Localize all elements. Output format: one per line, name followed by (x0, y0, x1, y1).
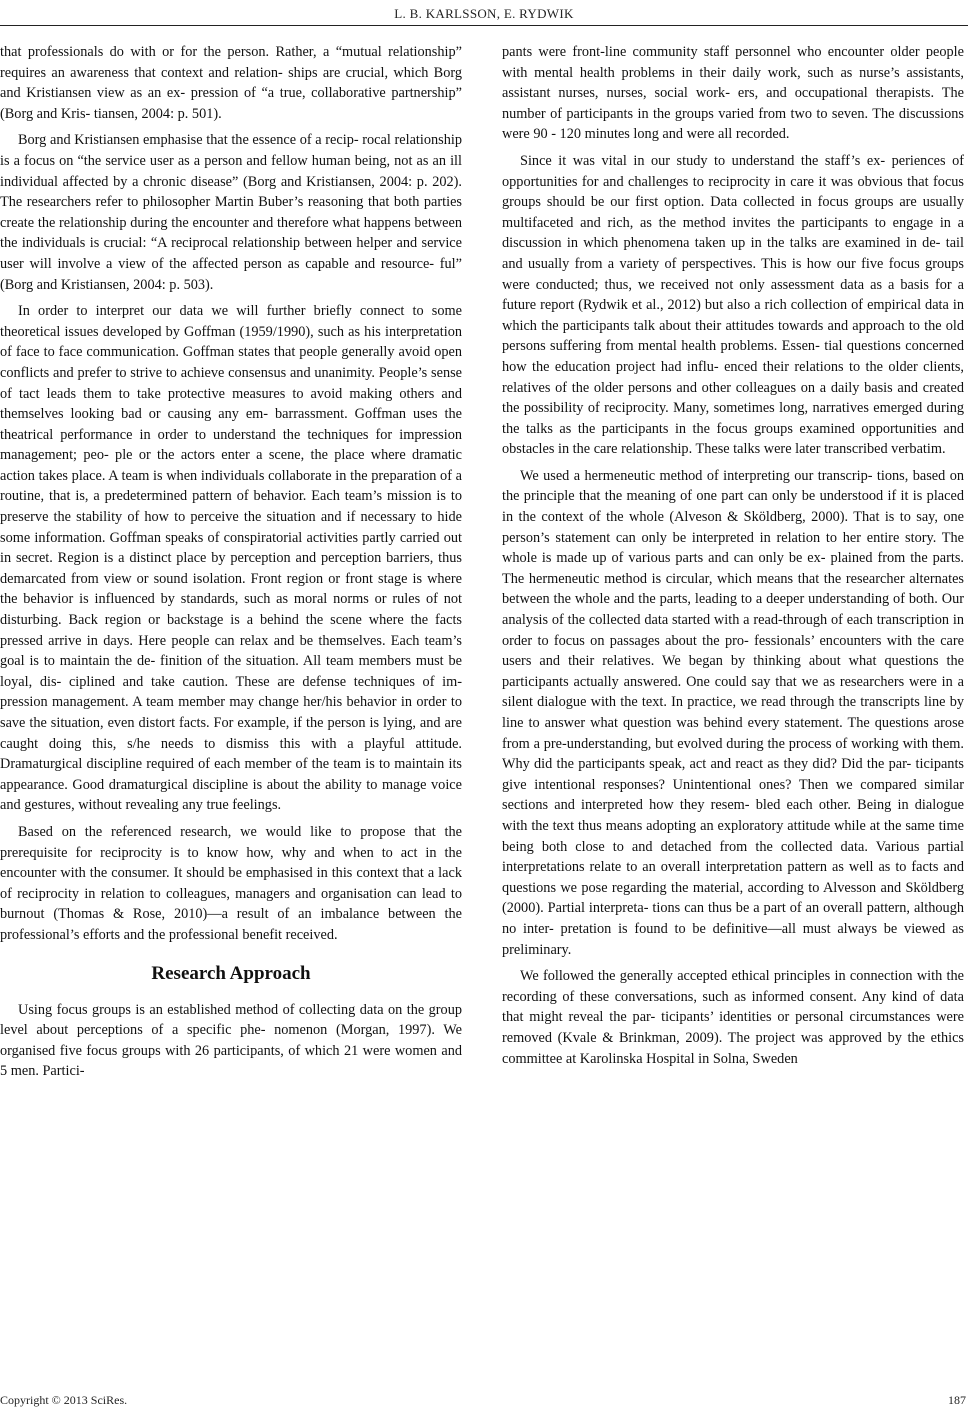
paragraph: pants were front-line community staff personnel who encounter older people with mental health problems in their daily work, such as nurse’s assistants, assistant nurses, nurses, social work- ers, and occupational therapists. The number of participants in the groups varied from two to seven. The discussions were 90 - 120 minutes long and were all recorded. (502, 44, 964, 143)
paragraph: Using focus groups is an established method of collecting data on the group level about perceptions of a specific phe- nomenon (Morgan, 1997). We organised five focus groups with 26 participants, of which 21 were women and 5 men. Partici- (0, 1001, 462, 1080)
paragraph: Since it was vital in our study to understand the staff’s ex- periences of opportunities for and challenges to reciprocity in care it was obvious that focus groups should be our first option. Data collected in focus groups are usually multifaceted and rich, as the method invites the participants to engage in a discussion in which phenomena taken up in the talks are examined in de- tail and usually from a variety of perspectives. This is how our five focus groups were conducted; thus, we received not only assessment data as a basis for a future report (Rydwik et al., 2012) but also a rich collection of empirical data in which the participants talk about their attitudes towards and approach to the old persons suffering from mental health problems. Essen- tial questions concerned how the education project had influ- enced their relations to the older clients, relatives of the older persons and other colleagues on a daily basis and created the possibility of reciprocity. Many, sometimes long, narratives emerged during the talks as the participants in the focus groups examined opportunities and obstacles in the care relationship. These talks were later transcribed verbatim. (502, 152, 964, 458)
running-head: L. B. KARLSSON, E. RYDWIK (394, 6, 574, 21)
paragraph: Based on the referenced research, we would like to propose that the prerequisite for reciprocity is to know how, why and when to act in the encounter with the consumer. It should be emphasised in this context that a lack of reciprocity in relation to colleagues, managers and organisation can lead to burnout (Thomas & Rose, 2010)—a result of an imbalance between the professional’s efforts and the professional benefit received. (0, 823, 462, 943)
left-column (0, 42, 462, 1082)
header-rule (0, 25, 968, 26)
section-heading: Research Approach (151, 962, 311, 984)
page-number: 187 (948, 1393, 966, 1407)
copyright-notice: Copyright © 2013 SciRes. (0, 1393, 128, 1407)
paragraph: In order to interpret our data we will further briefly connect to some theoretical issues developed by Goffman (1959/1990), such as his interpretation of face to face communication. Goffman states that people generally avoid open conflicts and prefer to strive to achieve consensus and unanimity. People’s sense of tact leads them to take protective measures to avoid making others and themselves looking bad or causing any em- barrassment. Goffman uses the theatrical performance in order to understand the techniques for impression management; peo- ple or the actors enter a scene, the place where dramatic action takes place. A team is when individuals collaborate in the preparation of a routine, that is, a predetermined pattern of behavior. Each team’s mission is to preserve the stability of how to perceive the situation and if necessary to hide some information. Goffman speaks of conspiratorial activities partly carried out in secret. Region is a distinct place by perception and perception barriers, thus demarcated from view or sound isolation. Front region or front stage is where the behavior is influenced by standards, such as moral norms or rules of not disturbing. Back region or backstage is a behind the scene where the facts pressed arrive in days. Here people can relax and be themselves. Each team’s goal is to maintain the de- finition of the situation. All team members must be loyal, dis- ciplined and take caution. These are defense techniques of im- pression management. A team member may change her/his behavior in order to save the situation, even distort facts. For example, if the person is lying, and are caught doing this, s/he needs to dismiss this with a playful attitude. Dramaturgical discipline required of each member of the team is to maintain its appearance. Good dramaturgical discipline is about the ability to manage voice and gestures, without revealing any true feelings. (0, 303, 462, 814)
paragraph: that professionals do with or for the person. Rather, a “mutual relationship” requires an awareness that context and relation- ships are crucial, which Borg and Kristiansen view as an ex- pression of “a true, collaborative partnership” (Borg and Kris- tiansen, 2004: p. 501). (0, 44, 462, 122)
paragraph: Borg and Kristiansen emphasise that the essence of a recip- rocal relationship is a focus on “the service user as a person and fellow human being, not as an ill individual affected by a chronic disease” (Borg and Kristiansen, 2004: p. 202). The researchers refer to philosopher Martin Buber’s reasoning that both parties create the relationship during the encounter and therefore what happens between the individuals is crucial: “A reciprocal relationship between helper and service user will involve a view of the affected person as capable and resource- ful” (Borg and Kristiansen, 2004: p. 503). (0, 132, 462, 293)
paragraph: We followed the generally accepted ethical principles in connection with the recording of these conversations, such as informed consent. Any kind of data that might reveal the par- ticipants’ identities or personal circumstances were removed (Kvale & Brinkman, 2009). The project was approved by the ethics committee at Karolinska Hospital in Solna, Sweden (502, 968, 964, 1067)
paragraph: We used a hermeneutic method of interpreting our transcrip- tions, based on the principle that the meaning of one part can only be understood if it is placed in the context of the whole (Alveson & Sköldberg, 2000). That is to say, one person’s statement can only be interpreted in relation to her entire story. The whole is made up of various parts and can only be ex- plained from the parts. The hermeneutic method is circular, which means that the researcher alternates between the whole and the parts, leading to a deeper understanding of both. Our analysis of the collected data started with a read-through of each transcription in order to focus on passages about the pro- fessionals’ encounters with the care users and their relatives. We began by thinking about what questions the participants actually answered. One could say that we as researchers were in a silent dialogue with the text. In practice, we read through the transcripts line by line to answer what question was behind every statement. The questions arose from a pre-understanding, but evolved during the process of working with them. Why did the participants speak, act and react as they did? Did the par- ticipants give intentional responses? Unintentional ones? Then we compared similar sections and interpreted how they resem- bled each other. Being in dialogue with the text thus means adopting an exploratory attitude while at the same time being both close to and detached from the collected data. Various partial interpretations relate to an overall interpretation pattern as well as to facts and questions we pose regarding the material, according to Alvesson and Sköldberg (2000). Partial interpreta- tions can thus be a part of an overall pattern, although no inter- pretation is found to be definitive—all must always be viewed as preliminary. (502, 467, 964, 958)
right-column (502, 42, 964, 1069)
